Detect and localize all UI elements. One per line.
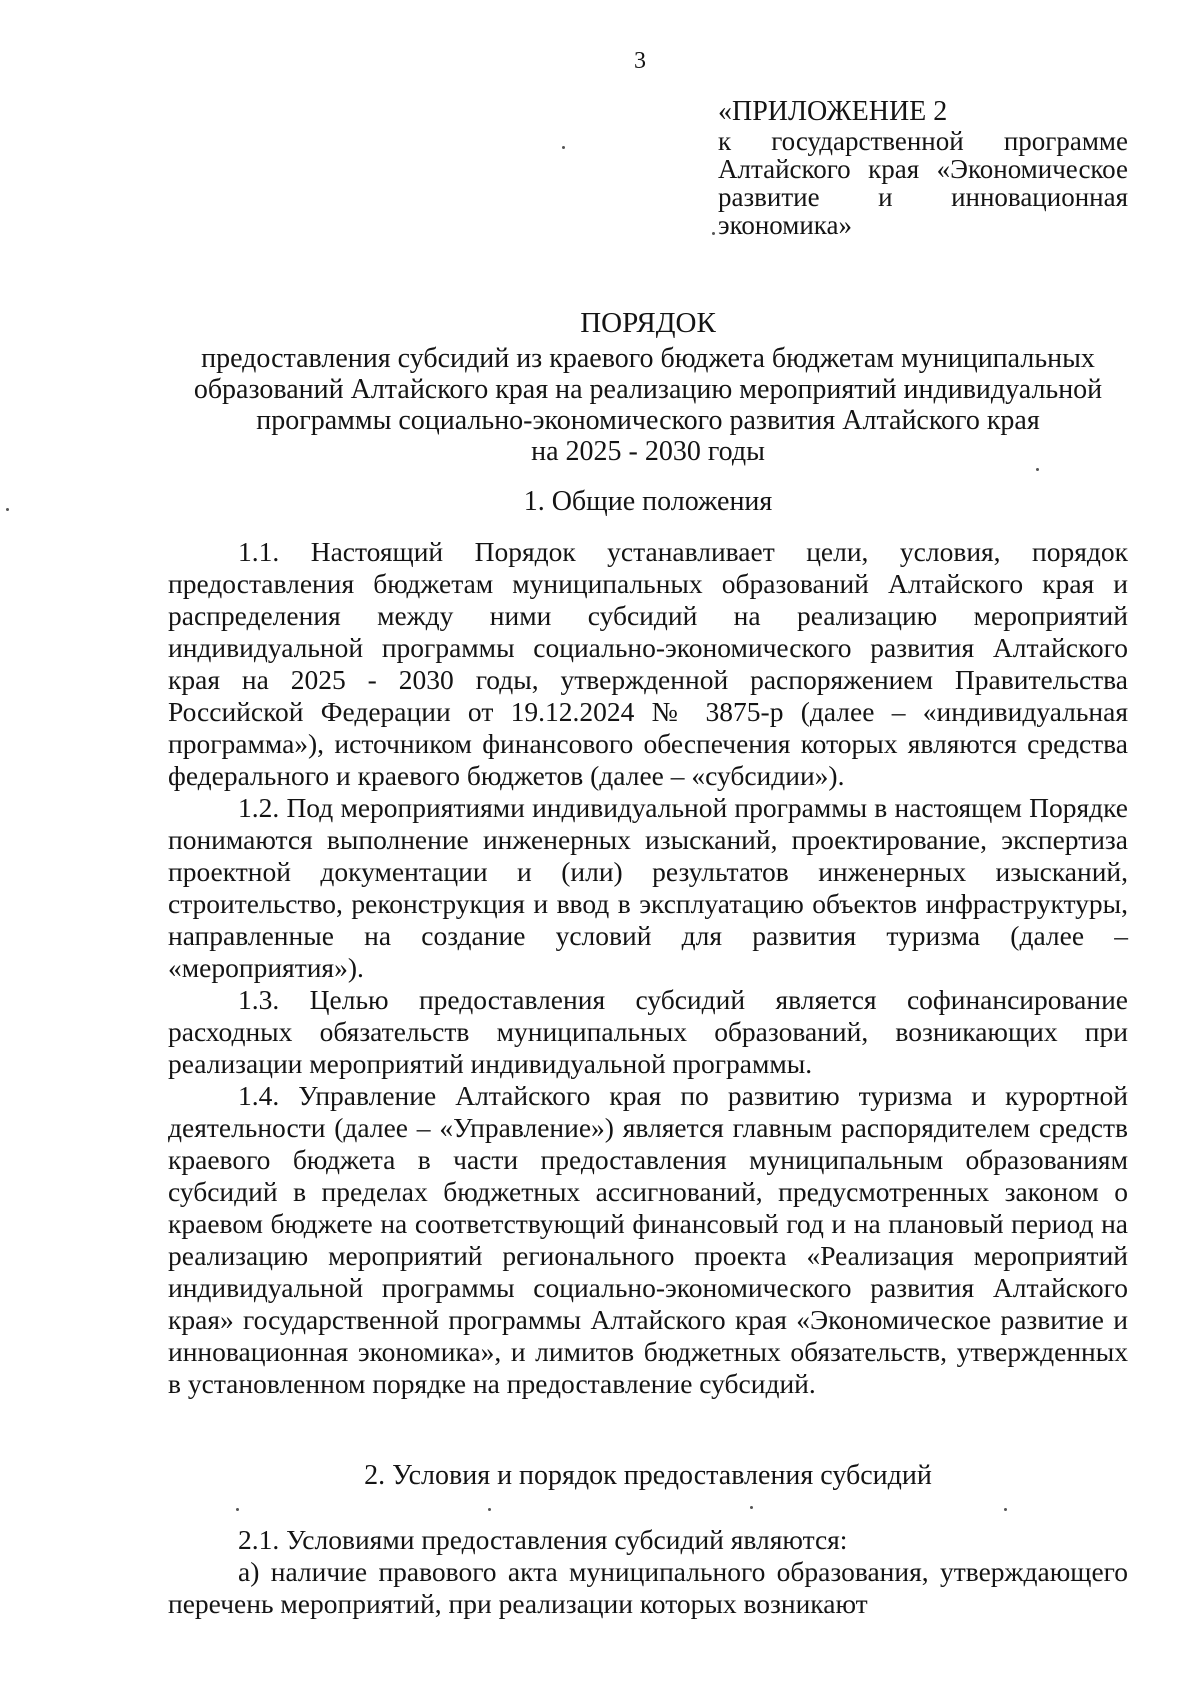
section-2-heading: 2. Условия и порядок предоставления субсидий: [364, 1460, 932, 1491]
scan-speck: [6, 508, 9, 511]
scan-speck: [1004, 1508, 1007, 1511]
paragraph-1-4: 1.4. Управление Алтайского края по развитию туризма и курортной деятельности (далее – «Управление») является главным распорядителем средств краевого бюджета в части предоставления муниципальным образованиям субсидий в пределах бюджетных ассигнований, предусмотренных законом о краевом бюджете на соответствующий финансовый год и на плановый период на реализацию мероприятий регионального проекта «Реализация мероприятий индивидуальной программы социально-экономического развития Алтайского края» государственной программы Алтайского края «Экономическое развитие и инновационная экономика», и лимитов бюджетных обязательств, утвержденных в установленном порядке на предоставление субсидий.: [168, 1080, 1128, 1399]
paragraph-1-2: 1.2. Под мероприятиями индивидуальной программы в настоящем Порядке понимаются выполнение инженерных изысканий, проектирование, экспертиза проектной документации и (или) результатов инженерных изысканий, строительство, реконструкция и ввод в эксплуатацию объектов инфраструктуры, направленные на создание условий для развития туризма (далее – «мероприятия»).: [168, 792, 1128, 983]
document-subtitle-line: предоставления субсидий из краевого бюджета бюджетам муниципальных: [201, 343, 1095, 374]
paragraph-1-1: 1.1. Настоящий Порядок устанавливает цели, условия, порядок предоставления бюджетам муниципальных образований Алтайского края и распределения между ними субсидий на реализацию мероприятий индивидуальной программы социально-экономического развития Алтайского края на 2025 - 2030 годы, утвержденной распоряжением Правительства Российской Федерации от 19.12.2024 № 3875-р (далее – «индивидуальная программа»), источником финансового обеспечения которых являются средства федерального и краевого бюджетов (далее – «субсидии»).: [168, 536, 1128, 791]
scan-speck: [236, 1508, 239, 1511]
section-1-heading: 1. Общие положения: [523, 486, 773, 517]
page-number: 3: [634, 48, 646, 74]
document-title-block: [168, 308, 1128, 467]
scan-speck: [1036, 468, 1039, 471]
document-subtitle-line: образований Алтайского края на реализацию мероприятий индивидуальной: [193, 374, 1103, 405]
appendix-body: к государственной программе Алтайского края «Экономическое развитие и инновационная экономика»: [718, 126, 1128, 240]
section-1-body: [168, 536, 1128, 1400]
appendix-block: [718, 98, 1128, 239]
paragraph-2-1: 2.1. Условиями предоставления субсидий являются:: [238, 1524, 848, 1555]
scan-speck: [488, 1508, 491, 1511]
scan-speck: [562, 146, 565, 149]
paragraph-1-3: 1.3. Целью предоставления субсидий является софинансирование расходных обязательств муниципальных образований, возникающих при реализации мероприятий индивидуальной программы.: [168, 984, 1128, 1079]
paragraph-2-1-a: а) наличие правового акта муниципального образования, утверждающего перечень мероприятий, при реализации которых возникают: [168, 1556, 1128, 1619]
scan-speck: [750, 1506, 753, 1509]
appendix-title: «ПРИЛОЖЕНИЕ 2: [718, 96, 948, 127]
section-2-body: [168, 1524, 1128, 1620]
scan-speck: [712, 232, 715, 235]
document-subtitle-line: программы социально-экономического развития Алтайского края: [256, 405, 1040, 436]
document-title: ПОРЯДОК: [580, 307, 716, 339]
document-subtitle-line: на 2025 - 2030 годы: [531, 436, 765, 467]
